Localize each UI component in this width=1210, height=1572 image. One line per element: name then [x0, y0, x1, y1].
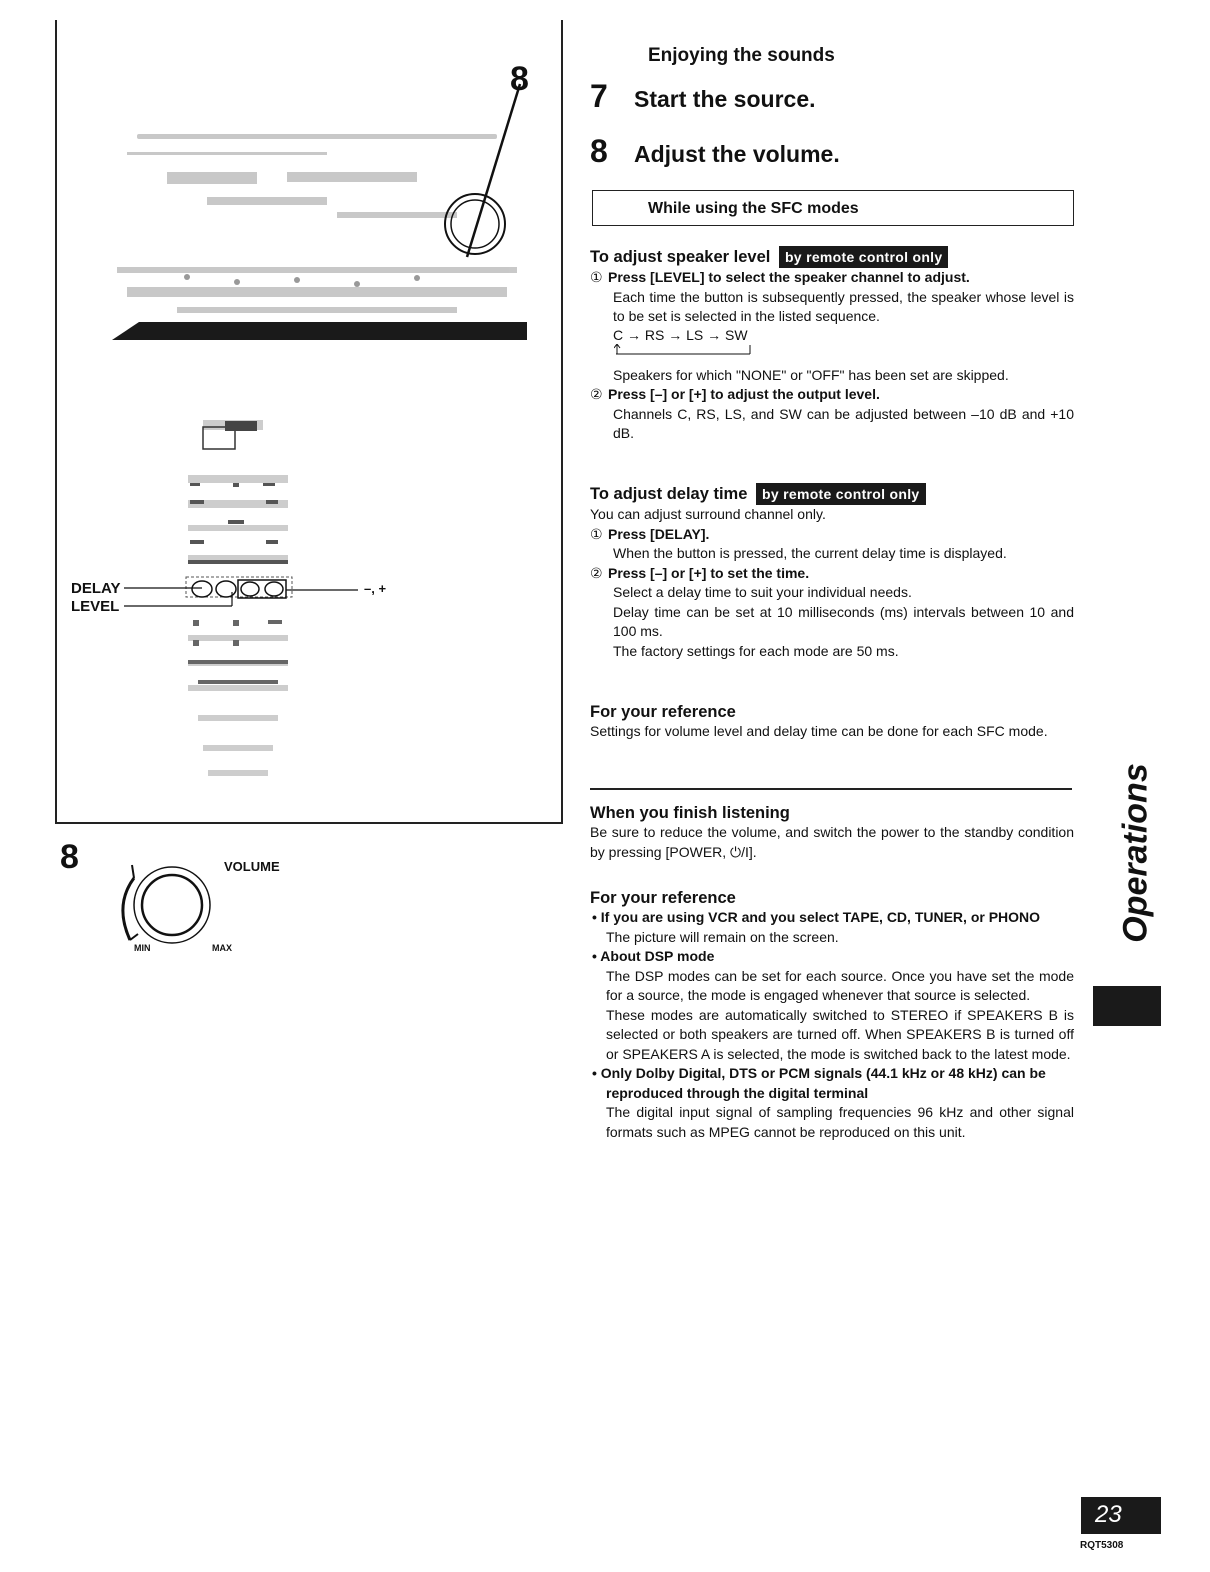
sfc-modes-box-title: While using the SFC modes — [592, 190, 1074, 226]
reference-heading: For your reference — [590, 703, 736, 721]
speaker-level-step-1-desc: Each time the button is subsequently pressed, the speaker whose level is to be set is selected in the listed sequence. — [613, 288, 1074, 324]
volume-min-label: MIN — [134, 943, 151, 953]
step-7 — [590, 78, 816, 115]
speaker-level-step-2-desc: Channels C, RS, LS, and SW can be adjusted between –10 dB and +10 dB. — [613, 405, 1074, 441]
step-number: 7 — [590, 78, 608, 114]
reference-section-1 — [590, 702, 1074, 742]
minus-plus-label: –, + — [364, 581, 387, 596]
finish-listening-heading: When you finish listening — [590, 804, 790, 822]
operations-side-tab — [1113, 760, 1159, 945]
reference-bullet-dsp-text-2: These modes are automatically switched to STEREO if SPEAKERS B is selected or both speakers are turned off. When SPEAKERS B is turned off or SPEAKERS A is selected, the mode is switched back to the latest mode. — [606, 1006, 1074, 1062]
speaker-level-section — [590, 246, 1074, 444]
step-text: Start the source. — [634, 86, 816, 112]
delay-time-step-1-desc: When the button is pressed, the current delay time is displayed. — [613, 545, 1007, 561]
side-tab-label: Operations — [1116, 762, 1155, 943]
sequence-return-arrow — [614, 344, 754, 358]
delay-time-heading: To adjust delay time by remote control only — [590, 483, 1074, 505]
reference-bullet-dsp: • About DSP mode — [592, 948, 715, 964]
reference-text: Settings for volume level and delay time can be done for each SFC mode. — [590, 723, 1048, 739]
step-text: Adjust the volume. — [634, 141, 840, 167]
speaker-level-step-2: ② Press [–] or [+] to adjust the output level. — [590, 386, 880, 402]
delay-time-step-2-desc-3: The factory settings for each mode are 50 ms. — [613, 642, 899, 659]
receiver-illustration — [57, 22, 561, 352]
reference-bullet-digital: • Only Dolby Digital, DTS or PCM signals (44.1 kHz or 48 kHz) can be reproduced through the digital terminal — [592, 1065, 1046, 1101]
reference-bullet-vcr: • If you are using VCR and you select TAPE, CD, TUNER, or PHONO — [592, 909, 1041, 925]
document-code: RQT5308 — [1080, 1540, 1124, 1551]
speaker-level-heading: To adjust speaker level by remote control only — [590, 246, 1074, 268]
reference-bullet-dsp-text-1: The DSP modes can be set for each source. Once you have set the mode for a source, the mode is engaged whenever that source is selected. — [606, 967, 1074, 1003]
reference-bullet-vcr-text: The picture will remain on the screen. — [606, 928, 839, 945]
remote-leader-lines — [120, 580, 380, 620]
volume-max-label: MAX — [212, 943, 232, 953]
finish-listening-section — [590, 803, 1074, 862]
delay-time-step-2: ② Press [–] or [+] to set the time. — [590, 564, 810, 581]
delay-time-step-2-desc-1: Select a delay time to suit your individual needs. — [613, 584, 912, 600]
speaker-level-step-1: ① Press [LEVEL] to select the speaker channel to adjust. — [590, 269, 970, 285]
remote-only-badge: by remote control only — [756, 483, 926, 505]
speaker-sequence: C → RS → LS → SW — [613, 326, 748, 343]
finish-listening-text: Be sure to reduce the volume, and switch the power to the standby condition by pressing [POWER, ⏻/I]. — [590, 824, 1074, 860]
page-number: 23 — [1081, 1497, 1161, 1534]
remote-only-badge: by remote control only — [779, 246, 949, 268]
delay-time-section — [590, 483, 1074, 661]
section-title: Enjoying the sounds — [648, 45, 835, 66]
volume-label: VOLUME — [224, 859, 280, 874]
speaker-skip-note: Speakers for which "NONE" or "OFF" has been set are skipped. — [613, 366, 1009, 383]
callout-number-top: 8 — [510, 60, 529, 98]
step-8 — [590, 133, 840, 170]
reference-section-2 — [590, 888, 1074, 1142]
reference-heading: For your reference — [590, 889, 736, 907]
delay-time-intro: You can adjust surround channel only. — [590, 506, 826, 522]
level-label: LEVEL — [71, 598, 120, 615]
section-marker-block — [1093, 986, 1161, 1026]
reference-bullet-digital-text: The digital input signal of sampling frequencies 96 kHz and other signal formats such as MPEG cannot be reproduced on this unit. — [606, 1104, 1074, 1140]
delay-time-step-1: ① Press [DELAY]. — [590, 525, 710, 542]
callout-number-bottom: 8 — [60, 838, 79, 876]
delay-label: DELAY — [71, 580, 121, 597]
step-number: 8 — [590, 133, 608, 169]
section-divider — [590, 788, 1072, 790]
delay-time-step-2-desc-2: Delay time can be set at 10 milliseconds (ms) intervals between 10 and 100 ms. — [613, 603, 1074, 639]
